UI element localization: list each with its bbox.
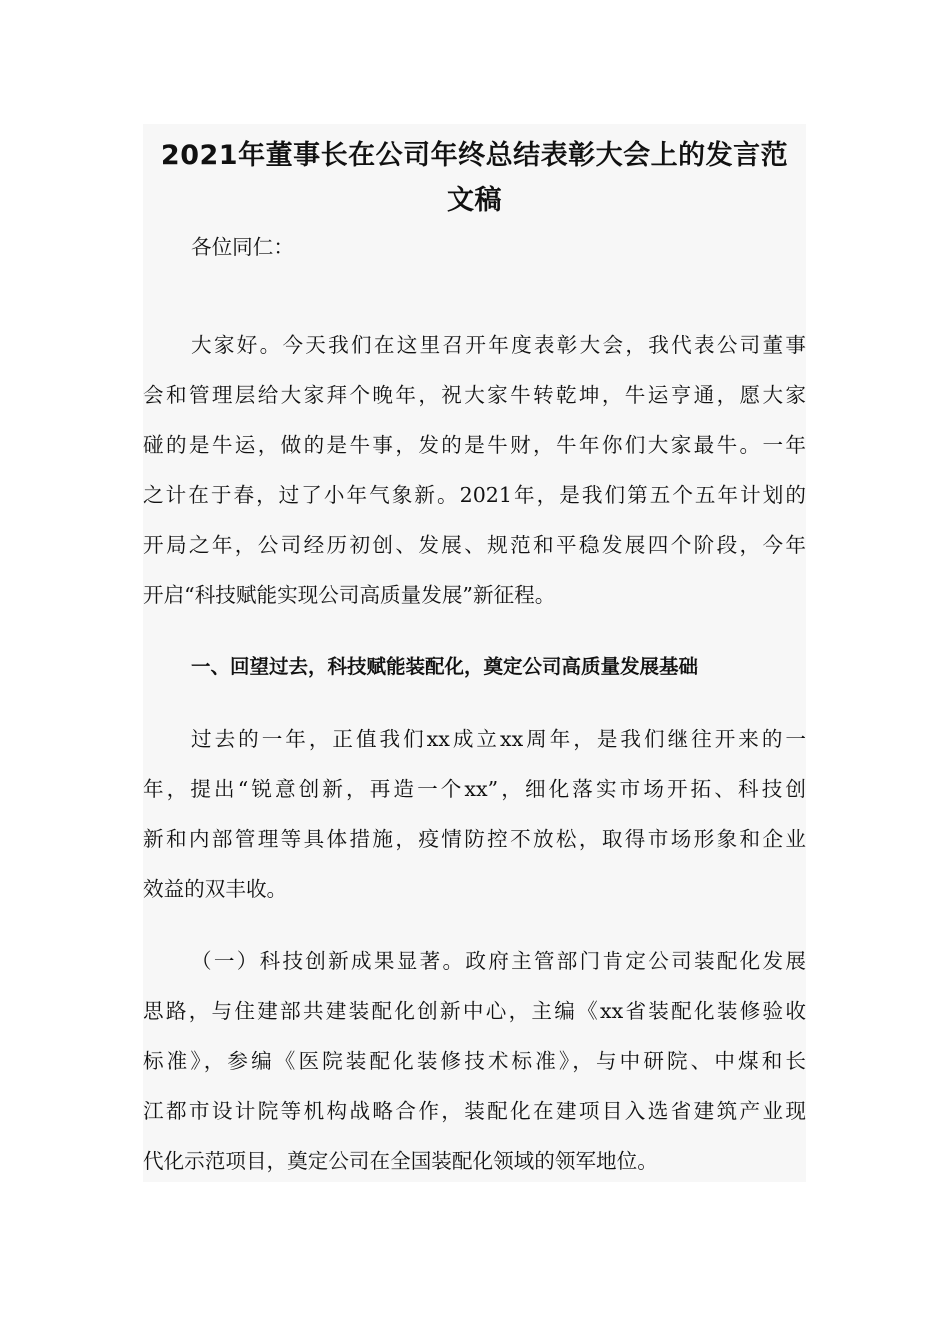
paragraph-1-line: 开局之年，公司经历初创、发展、规范和平稳发展四个阶段，今年 — [143, 533, 806, 557]
paragraph-3-line: 标准》，参编《医院装配化装修技术标准》，与中研院、中煤和长 — [143, 1049, 806, 1073]
paragraph-3-line: 代化示范项目，奠定公司在全国装配化领域的领军地位。 — [143, 1149, 658, 1173]
paragraph-1-line: 会和管理层给大家拜个晚年，祝大家牛转乾坤，牛运亨通，愿大家 — [143, 383, 806, 407]
document-title-line-2: 文稿 — [447, 185, 502, 216]
paragraph-2-line: 效益的双丰收。 — [143, 877, 288, 901]
document-title-line-1: 2021年董事长在公司年终总结表彰大会上的发言范 — [160, 140, 789, 171]
salutation: 各位同仁： — [191, 235, 294, 259]
paragraph-2-line: 年，提出“锐意创新，再造一个xx”，细化落实市场开拓、科技创 — [143, 777, 806, 801]
paragraph-3-line: （一）科技创新成果显著。政府主管部门肯定公司装配化发展 — [191, 949, 806, 973]
paragraph-3-line: 江都市设计院等机构战略合作，装配化在建项目入选省建筑产业现 — [143, 1099, 806, 1123]
paragraph-2-line: 新和内部管理等具体措施，疫情防控不放松，取得市场形象和企业 — [143, 827, 806, 851]
paragraph-1-line: 碰的是牛运，做的是牛事，发的是牛财，牛年你们大家最牛。一年 — [143, 433, 806, 457]
paragraph-2-line: 过去的一年，正值我们xx成立xx周年，是我们继往开来的一 — [191, 727, 806, 751]
paragraph-1-line: 开启“科技赋能实现公司高质量发展”新征程。 — [143, 583, 556, 607]
paragraph-3-line: 思路，与住建部共建装配化创新中心，主编《xx省装配化装修验收 — [143, 999, 806, 1023]
paragraph-1-line: 之计在于春，过了小年气象新。2021年，是我们第五个五年计划的 — [143, 483, 806, 507]
section-1-heading: 一、回望过去，科技赋能装配化，奠定公司高质量发展基础 — [191, 655, 699, 678]
paragraph-1-line: 大家好。今天我们在这里召开年度表彰大会，我代表公司董事 — [191, 333, 806, 357]
